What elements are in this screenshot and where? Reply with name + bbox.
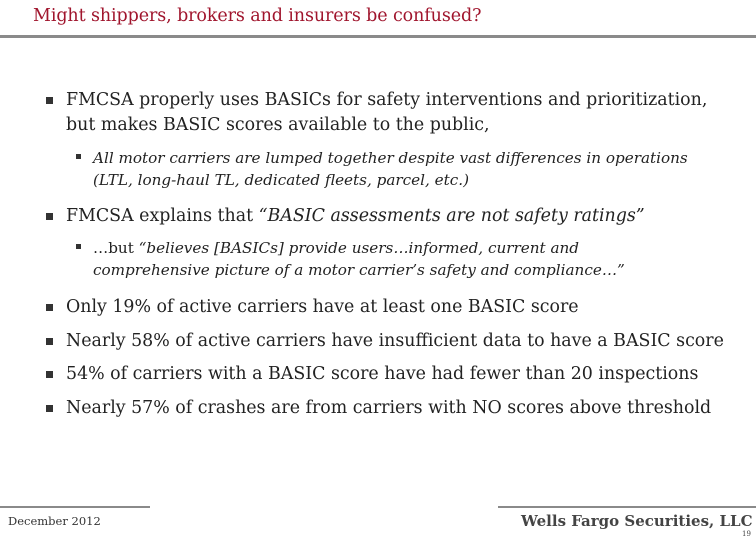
- bullet-emphasis: “BASIC assessments are not safety ratings”: [258, 206, 645, 226]
- square-bullet-icon: [76, 244, 81, 249]
- bullet-text: Nearly 58% of active carriers have insufficient data to have a BASIC score: [66, 331, 724, 351]
- title-divider: [0, 35, 756, 38]
- sub-bullet-prefix: …but: [93, 239, 139, 257]
- square-bullet-icon: [46, 304, 53, 311]
- sub-bullet-text-line: All motor carriers are lumped together despite vast differences in operations: [93, 149, 688, 167]
- square-bullet-icon: [46, 97, 53, 104]
- slide-title: Might shippers, brokers and insurers be confused?: [33, 6, 482, 26]
- bullet-text-line: but makes BASIC scores available to the public,: [66, 115, 490, 135]
- footer-divider-right: [498, 506, 756, 508]
- bullet-text: Only 19% of active carriers have at least one BASIC score: [66, 297, 579, 317]
- square-bullet-icon: [46, 213, 53, 220]
- sub-bullet-quote-line: “believes [BASICs] provide users…informed, current and: [138, 239, 580, 257]
- page-number: 19: [742, 530, 751, 538]
- footer-date: December 2012: [8, 514, 101, 528]
- footer-firm-name: Wells Fargo Securities, LLC: [521, 512, 753, 530]
- bullet-text: Nearly 57% of crashes are from carriers with NO scores above threshold: [66, 398, 712, 418]
- square-bullet-icon: [46, 405, 53, 412]
- sub-bullet-quote-line: comprehensive picture of a motor carrier’s safety and compliance…”: [93, 261, 625, 279]
- footer-divider-left: [0, 506, 150, 508]
- sub-bullet-text-line: (LTL, long-haul TL, dedicated fleets, parcel, etc.): [93, 171, 469, 189]
- square-bullet-icon: [46, 338, 53, 345]
- square-bullet-icon: [46, 371, 53, 378]
- bullet-text: 54% of carriers with a BASIC score have had fewer than 20 inspections: [66, 364, 699, 384]
- square-bullet-icon: [76, 154, 81, 159]
- bullet-text: FMCSA explains that: [66, 206, 259, 226]
- bullet-text-line: FMCSA properly uses BASICs for safety interventions and prioritization,: [66, 90, 708, 110]
